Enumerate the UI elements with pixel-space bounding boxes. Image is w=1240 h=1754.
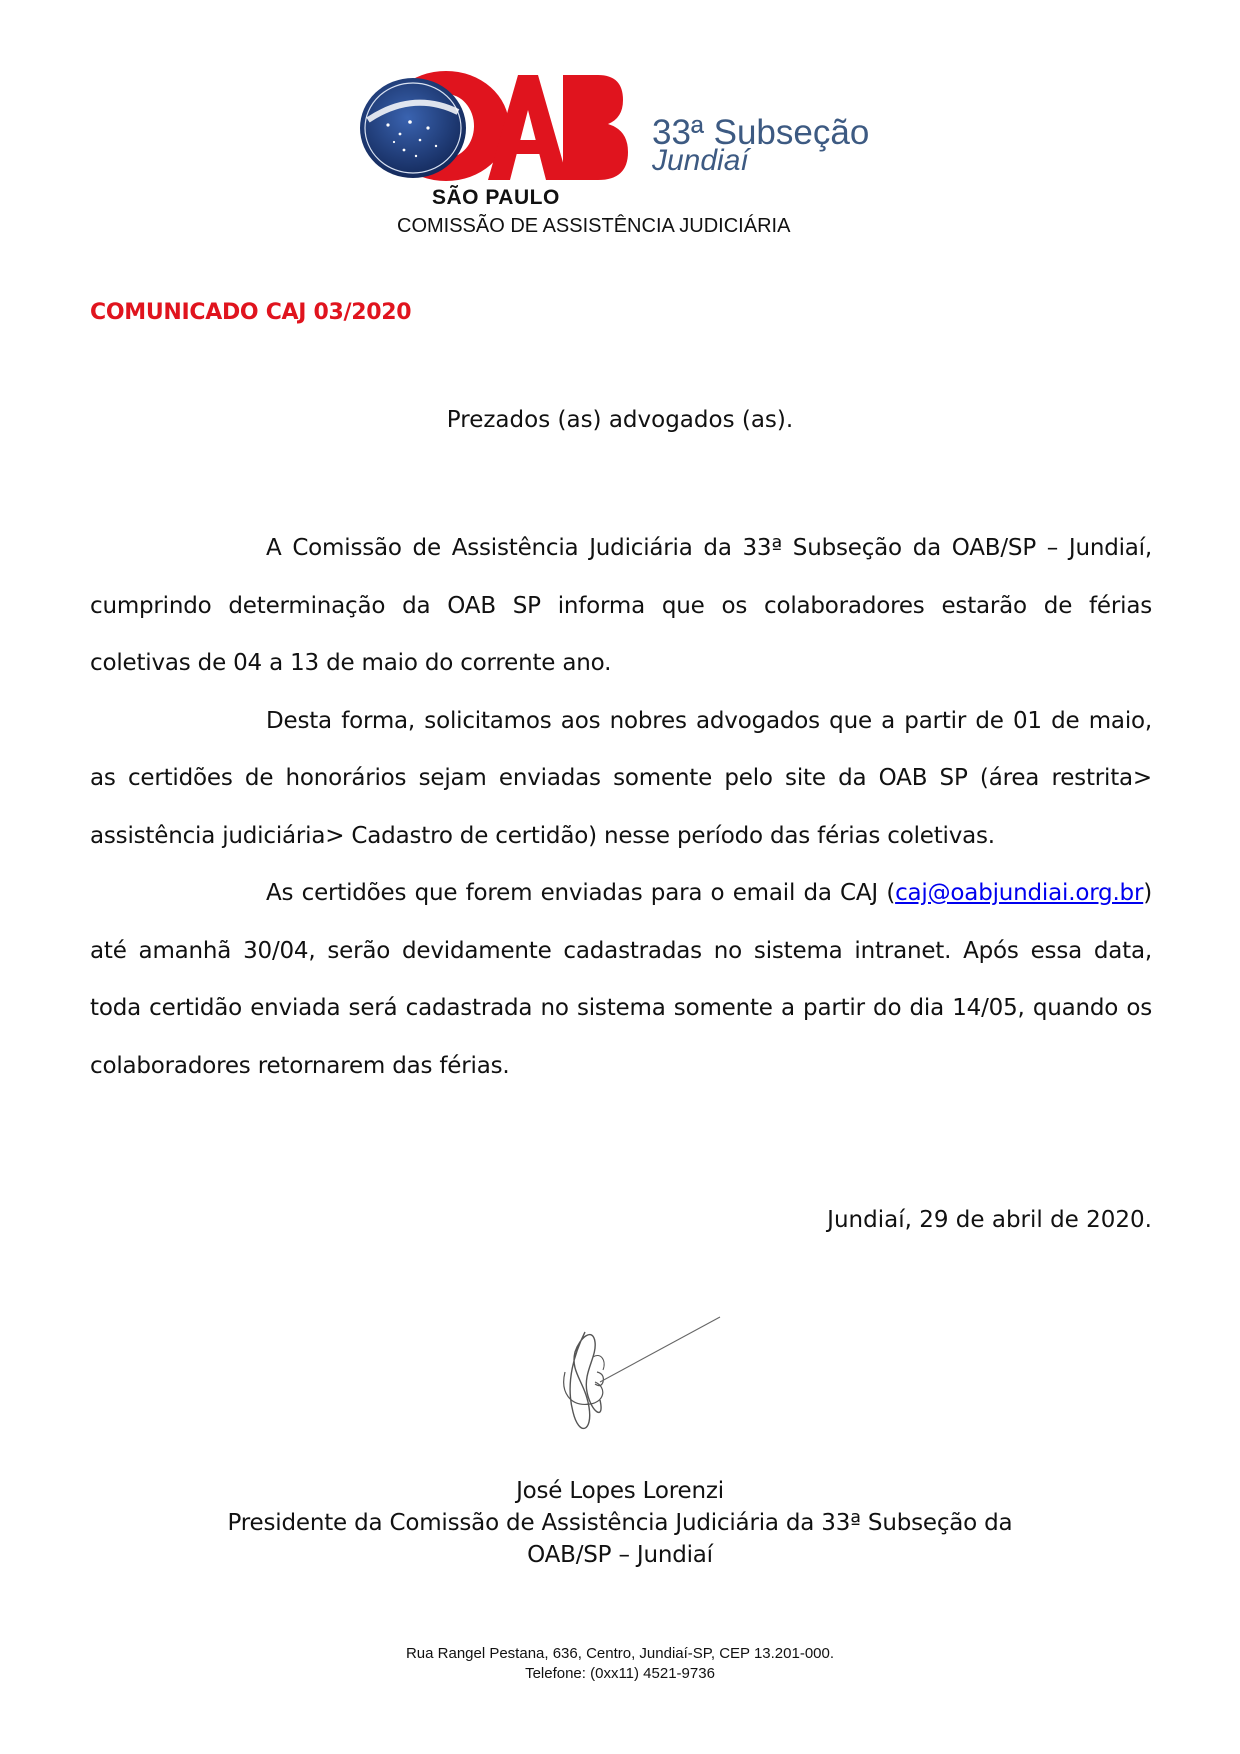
oab-logo-icon bbox=[358, 70, 628, 200]
state-label: SÃO PAULO bbox=[432, 186, 560, 209]
commission-name: COMISSÃO DE ASSISTÊNCIA JUDICIÁRIA bbox=[397, 215, 791, 237]
signer-name: José Lopes Lorenzi bbox=[516, 1478, 724, 1504]
handwritten-signature-icon bbox=[545, 1312, 725, 1452]
document-title: COMUNICADO CAJ 03/2020 bbox=[90, 300, 412, 325]
paragraph-2: Desta forma, solicitamos aos nobres advogados que a partir de 01 de maio, as certidões de honorários sejam enviadas somente pelo site da OAB SP (área restrita> assistência judiciária> Cadastro de certidão) nesse período das férias coletivas. bbox=[90, 707, 1152, 849]
subsection-city: Jundiaí bbox=[652, 144, 749, 177]
salutation: Prezados (as) advogados (as). bbox=[446, 407, 794, 433]
paragraph-3-lead: As certidões que forem enviadas para o email da CAJ ( bbox=[266, 880, 896, 906]
paragraph-3-rest: ) até amanhã 30/04, serão devidamente cadastradas no sistema intranet. Após essa data, toda certidão enviada será cadastrada no sistema somente a partir do dia 14/05, quando os colaboradores retornarem das férias. bbox=[90, 880, 1152, 1079]
paragraph-3 bbox=[90, 865, 1152, 1095]
email-link[interactable]: caj@oabjundiai.org.br bbox=[895, 880, 1144, 906]
seal-globe-icon bbox=[360, 78, 466, 178]
subsection-title: 33ª Subseção bbox=[652, 113, 870, 152]
letterhead bbox=[0, 0, 1240, 250]
paragraph-1: A Comissão de Assistência Judiciária da 33ª Subseção da OAB/SP – Jundiaí, cumprindo determinação da OAB SP informa que os colaboradores estarão de férias coletivas de 04 a 13 de maio do corrente ano. bbox=[90, 535, 1152, 676]
date-line: Jundiaí, 29 de abril de 2020. bbox=[827, 1207, 1152, 1233]
footer-phone: Telefone: (0xx11) 4521-9736 bbox=[525, 1665, 715, 1682]
document-body bbox=[90, 520, 1152, 1095]
signer-role-line-2: OAB/SP – Jundiaí bbox=[527, 1542, 713, 1568]
signer-role-line-1: Presidente da Comissão de Assistência Judiciária da 33ª Subseção da bbox=[227, 1510, 1013, 1536]
footer-address: Rua Rangel Pestana, 636, Centro, Jundiaí-SP, CEP 13.201-000. bbox=[405, 1645, 835, 1662]
